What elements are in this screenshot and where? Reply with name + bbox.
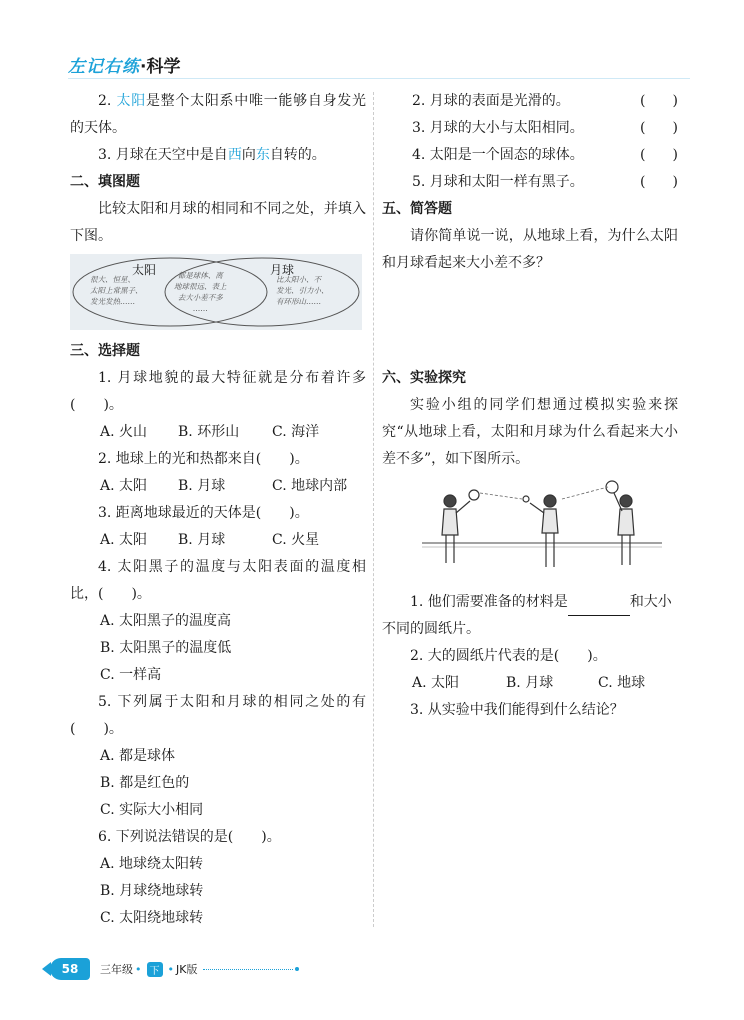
tf-item: 2. 月球的表面是光滑的。 ( ) — [382, 88, 678, 115]
choice-q5-option-c: C. 实际大小相同 — [100, 802, 204, 818]
child-figure-2 — [523, 495, 558, 567]
judge-q3: 3. 月球在天空中是自西向东自转的。 — [98, 147, 326, 163]
tf-item: 4. 太阳是一个固态的球体。 ( ) — [382, 142, 678, 169]
choice-q4-option-a: A. 太阳黑子的温度高 — [100, 613, 232, 629]
choice-q2: 2. 地球上的光和热都来自( )。 — [98, 451, 309, 467]
page-number: 58 — [50, 958, 90, 980]
header-rule — [68, 78, 690, 79]
section-title-short: 五、简答题 — [382, 201, 452, 217]
experiment-q3: 3. 从实验中我们能得到什么结论？ — [410, 702, 624, 718]
separator: · — [140, 57, 147, 77]
answer-parens: ( ) — [640, 174, 678, 190]
page-footer — [50, 958, 299, 980]
footer-dot: • — [167, 962, 174, 976]
experiment-figure — [422, 479, 662, 579]
tf-item: 3. 月球的大小与太阳相同。 ( ) — [382, 115, 678, 142]
brand-title: 左记右练 — [68, 57, 140, 77]
choice-q5-option-b: B. 都是红色的 — [100, 775, 190, 791]
experiment-q2: 2. 大的圆纸片代表的是( )。 — [410, 648, 607, 664]
choice-q6: 6. 下列说法错误的是( )。 — [98, 829, 281, 845]
answer-space — [382, 277, 678, 365]
experiment-q2-options: A. 太阳 B. 月球 C. 地球 — [412, 675, 646, 691]
choice-q4-option-c: C. 一样高 — [100, 667, 162, 683]
subject-title: 科学 — [146, 57, 181, 77]
fill-intro: 比较太阳和月球的相同和不同之处，并填入下图。 — [70, 201, 366, 244]
footer-dot: • — [135, 962, 142, 976]
venn-diagram — [70, 254, 362, 330]
choice-q1: 1. 月球地貌的最大特征就是分布着许多( )。 — [70, 370, 366, 413]
choice-q3-options: A. 太阳 B. 月球 C. 火星 — [100, 532, 320, 548]
choice-q5-option-a: A. 都是球体 — [100, 748, 176, 764]
left-column — [70, 88, 366, 932]
venn-common-text: 都是球体、离 地球很远、表上 去大小差不多 …… — [174, 271, 227, 313]
tf-item: 5. 月球和太阳一样有黑子。 ( ) — [382, 169, 678, 196]
judge-q2: 2. 太阳是整个太阳系中唯一能够自身发光的天体。 — [70, 93, 367, 136]
column-divider — [373, 92, 374, 927]
choice-q3: 3. 距离地球最近的天体是( )。 — [98, 505, 309, 521]
answer-parens: ( ) — [640, 147, 678, 163]
section-title-fill: 二、填图题 — [70, 174, 140, 190]
section-title-choice: 三、选择题 — [70, 343, 140, 359]
answer-highlight: 太阳 — [116, 93, 146, 109]
experiment-intro: 实验小组的同学们想通过模拟实验来探究“从地球上看，太阳和月球为什么看起来大小差不多”，如下图所示。 — [382, 397, 678, 467]
choice-q5: 5. 下列属于太阳和月球的相同之处的有( )。 — [70, 694, 366, 737]
experiment-illustration — [422, 479, 662, 579]
choice-q4: 4. 太阳黑子的温度与太阳表面的温度相比，( )。 — [70, 559, 366, 602]
answer-parens: ( ) — [640, 120, 678, 136]
right-column — [382, 88, 678, 724]
experiment-q1: 1. 他们需要准备的材料是 和大小不同的圆纸片。 — [382, 594, 672, 637]
footer-dotted-rule — [203, 969, 293, 970]
choice-q6-option-b: B. 月球绕地球转 — [100, 883, 204, 899]
answer-parens: ( ) — [640, 93, 678, 109]
edition-label: JK版 — [176, 963, 198, 976]
venn-sun-text: 很大、恒星、 太阳上常黑子、 发光发热…… — [90, 275, 143, 306]
choice-q4-option-b: B. 太阳黑子的温度低 — [100, 640, 232, 656]
child-figure-3 — [606, 481, 634, 565]
child-figure-1 — [442, 490, 479, 563]
answer-highlight: 东 — [255, 147, 270, 163]
choice-q6-option-a: A. 地球绕太阳转 — [100, 856, 204, 872]
grade-label: 三年级 — [100, 963, 133, 976]
page-header — [68, 52, 180, 77]
answer-blank[interactable] — [568, 599, 630, 616]
choice-q6-option-c: C. 太阳绕地球转 — [100, 910, 204, 926]
footer-dot-end — [295, 967, 299, 971]
venn-moon-text: 比太阳小、不 发光、引力小、 有环形山…… — [276, 275, 329, 306]
short-question: 请你简单说一说，从地球上看，为什么太阳和月球看起来大小差不多？ — [382, 228, 678, 271]
venn-moon-label: 月球 — [270, 263, 295, 277]
answer-highlight: 西 — [227, 147, 242, 163]
section-title-experiment: 六、实验探究 — [382, 370, 466, 386]
term-tag: 下 — [147, 962, 163, 977]
choice-q1-options: A. 火山 B. 环形山 C. 海洋 — [100, 424, 320, 440]
choice-q2-options: A. 太阳 B. 月球 C. 地球内部 — [100, 478, 348, 494]
venn-sun-label: 太阳 — [132, 263, 157, 277]
